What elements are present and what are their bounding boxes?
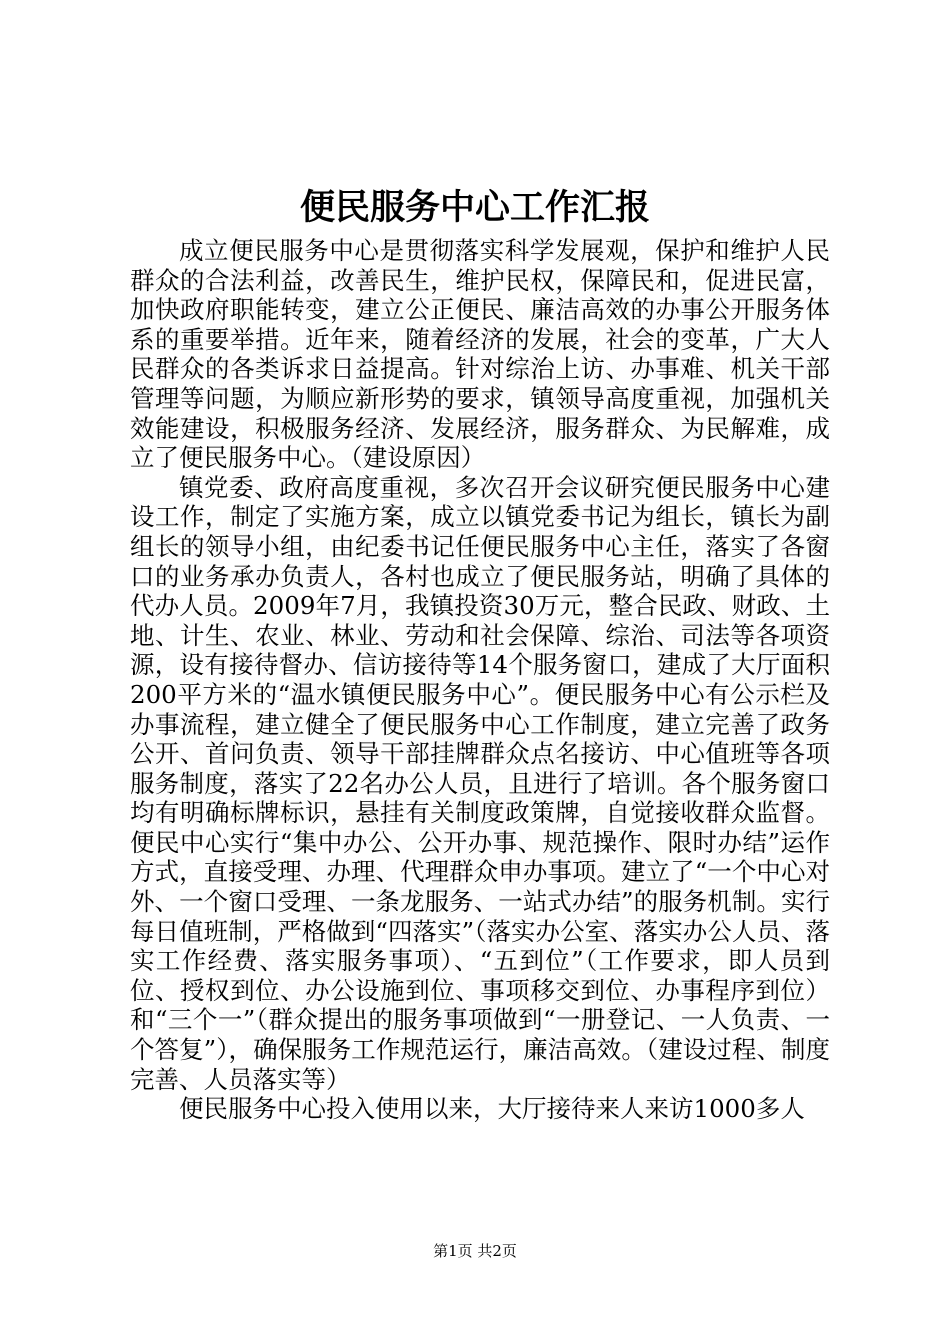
paragraph-background: 成立便民服务中心是贯彻落实科学发展观，保护和维护人民群众的合法利益，改善民生，维护民权，保障民和，促进民富，加快政府职能转变，建立公正便民、廉洁高效的办事公开服务体系的重要举措。近年来，随着经济的发展，社会的变革，广大人民群众的各类诉求日益提高。针对综治上访、办事难、机关干部管理等问题，为顺应新形势的要求，镇领导高度重视，加强机关效能建设，积极服务经济、发展经济，服务群众、为民解难，成立了便民服务中心。（建设原因） (130, 236, 830, 473)
paragraph-construction: 镇党委、政府高度重视，多次召开会议研究便民服务中心建设工作，制定了实施方案，成立以镇党委书记为组长，镇长为副组长的领导小组，由纪委书记任便民服务中心主任，落实了各窗口的业务承办负责人，各村也成立了便民服务站，明确了具体的代办人员。2009年7月，我镇投资30万元，整合民政、财政、土地、计生、农业、林业、劳动和社会保障、综治、司法等各项资源，设有接待督办、信访接待等14个服务窗口，建成了大厅面积200平方米的“温水镇便民服务中心”。便民服务中心有公示栏及办事流程，建立健全了便民服务中心工作制度，建立完善了政务公开、首问负责、领导干部挂牌群众点名接访、中心值班等各项服务制度，落实了22名办公人员，且进行了培训。各个服务窗口均有明确标牌标识，悬挂有关制度政策牌，自觉接收群众监督。便民中心实行“集中办公、公开办事、规范操作、限时办结”运作方式，直接受理、办理、代理群众申办事项。建立了“一个中心对外、一个窗口受理、一条龙服务、一站式办结”的服务机制。实行每日值班制，严格做到“四落实”（落实办公室、落实办公人员、落实工作经费、落实服务事项）、“五到位”（工作要求，即人员到位、授权到位、办公设施到位、事项移交到位、办事程序到位）和“三个一”（群众提出的服务事项做到“一册登记、一人负责、一个答复”），确保服务工作规范运行，廉洁高效。（建设过程、制度完善、人员落实等） (130, 472, 830, 1094)
page-footer: 第1页 共2页 (433, 1242, 517, 1260)
document-body (130, 236, 830, 1124)
document-title: 便民服务中心工作汇报 (299, 187, 650, 228)
paragraph-results: 便民服务中心投入使用以来，大厅接待来人来访1000多人 (179, 1094, 805, 1124)
